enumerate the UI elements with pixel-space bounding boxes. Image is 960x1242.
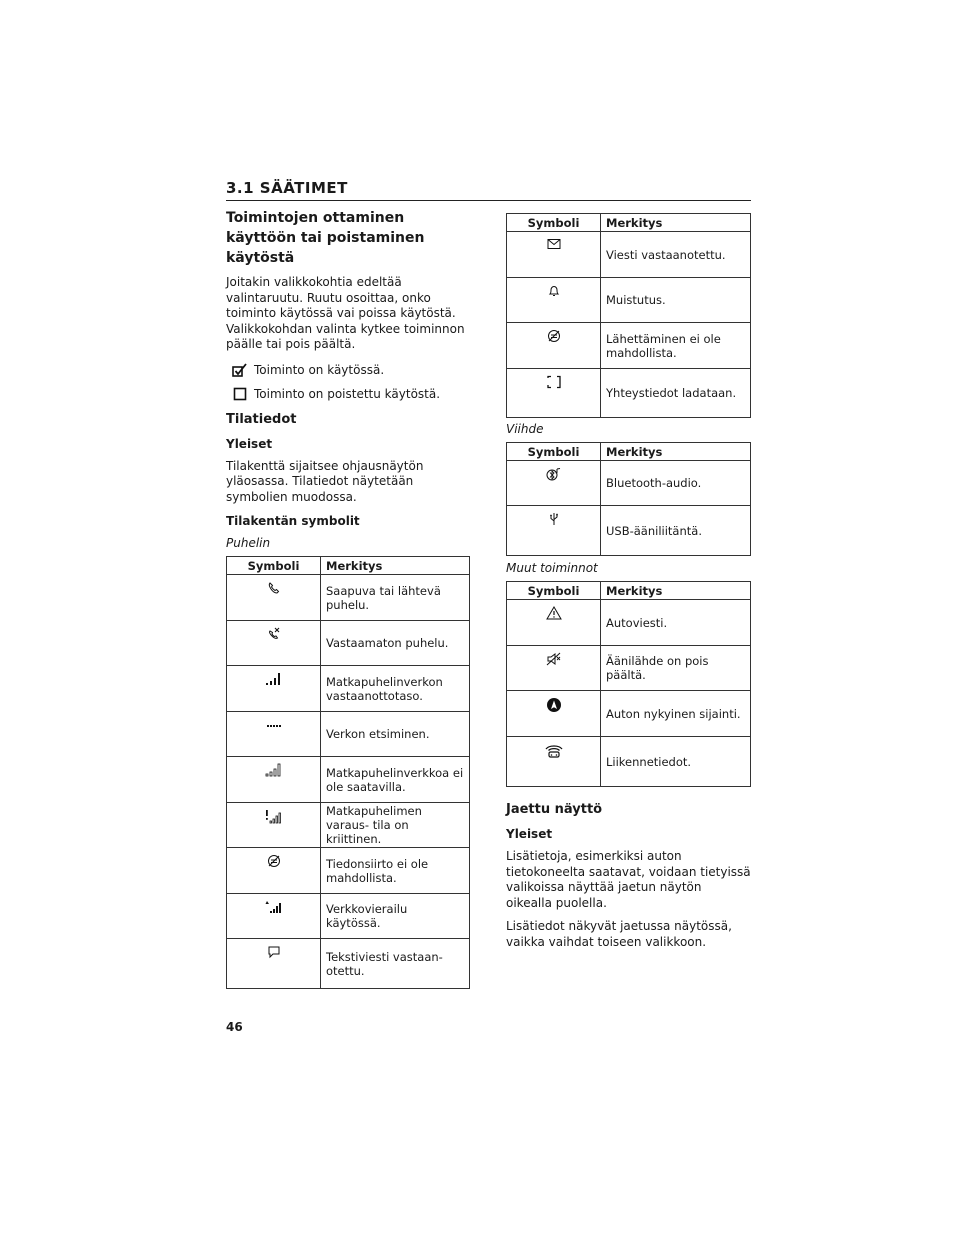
other-symbols-table [506,581,751,787]
page-number: 46 [226,1020,243,1034]
feature-toggle-intro: Joitakin valikkokohtia edeltää valintaruutu. Ruutu osoittaa, onko toiminto käytössä vai poissa käytöstä. Valikkokohdan valinta kytkee toiminnon päälle tai pois päältä. [226,275,465,351]
section-header [226,178,751,201]
disabled-legend [226,385,470,403]
status-heading: Tilatiedot [226,411,297,427]
meaning-cell: Tiedonsiirto ei ole mahdollista. [321,848,470,894]
status-symbols-heading: Tilakentän symbolit [226,514,360,528]
status-general-heading: Yleiset [226,436,273,451]
left-column [226,208,470,989]
meaning-cell: Verkkovierailu käytössä. [321,894,470,939]
current-location-icon [546,702,562,716]
meaning-header: Merkitys [601,582,751,600]
table-row [507,737,751,787]
other-functions-category: Muut toiminnot [506,561,598,575]
table-row [227,666,470,712]
status-text: Tilakenttä sijaitsee ohjausnäytön yläosassa. Tilatiedot näytetään symbolien muodossa. [226,458,424,504]
table-header-row [507,443,751,461]
phone-call-icon [267,584,281,598]
meaning-cell: Matkapuhelinverkon vastaanottotaso. [321,666,470,712]
table-row [507,461,751,506]
contacts-loading-icon [546,378,562,392]
empty-box-icon [226,387,254,401]
meaning-cell: Äänilähde on pois päältä. [601,646,751,691]
bluetooth-audio-icon [546,472,562,486]
meaning-cell: Viesti vastaanotettu. [601,232,751,278]
table-row [507,646,751,691]
meaning-cell: Vastaamaton puhelu. [321,621,470,666]
table-header-row [507,582,751,600]
meaning-cell: Tekstiviesti vastaan- otettu. [321,939,470,989]
data-transfer-unavailable-icon [267,857,281,871]
checked-box-icon [226,363,254,377]
meaning-cell: Liikennetiedot. [601,737,751,787]
enabled-text: Toiminto on käytössä. [254,362,385,377]
meaning-cell: Yhteystiedot ladataan. [601,369,751,418]
reminder-bell-icon [547,287,561,301]
no-network-icon [265,766,283,780]
table-header-row [227,557,470,575]
shared-general-heading: Yleiset [506,827,553,841]
table-row [227,848,470,894]
table-row [227,757,470,803]
meaning-cell: Saapuva tai lähtevä puhelu. [321,575,470,621]
symbol-header: Symboli [507,443,601,461]
table-row [507,506,751,556]
meaning-cell: Verkon etsiminen. [321,712,470,757]
meaning-header: Merkitys [601,214,751,232]
meaning-header: Merkitys [601,443,751,461]
meaning-cell: Auton nykyinen sijainti. [601,691,751,737]
shared-screen-p1: Lisätietoja, esimerkiksi auton tietokoneelta saatavat, voidaan tietyissä valikoissa näyttää jaetun näytön oikealla puolella. [506,849,751,910]
symbol-header: Symboli [227,557,321,575]
meaning-header: Merkitys [321,557,470,575]
table-row [227,894,470,939]
signal-strength-icon [265,675,283,689]
table-row [227,621,470,666]
table-row [507,691,751,737]
table-row [507,323,751,369]
roaming-icon [265,903,283,917]
right-column [506,213,751,958]
table-row [507,278,751,323]
symbol-header: Symboli [507,214,601,232]
battery-critical-icon [265,814,283,828]
meaning-cell: Matkapuhelinverkkoa ei ole saatavilla. [321,757,470,803]
enabled-legend [226,361,470,379]
text-message-icon [267,948,281,962]
vehicle-message-icon [546,609,562,623]
shared-screen-p2: Lisätiedot näkyvät jaetussa näytössä, vaikka vaihdat toiseen valikkoon. [506,919,732,949]
meaning-cell: Autoviesti. [601,600,751,646]
meaning-cell: Matkapuhelimen varaus- tila on kriittinen. [321,803,470,848]
disabled-text: Toiminto on poistettu käytöstä. [254,386,441,401]
symbol-header: Symboli [507,582,601,600]
table-row [507,600,751,646]
shared-screen-heading: Jaettu näyttö [506,802,603,817]
entertainment-symbols-table [506,442,751,556]
phone-category: Puhelin [226,536,271,550]
table-header-row [507,214,751,232]
entertainment-category: Viihde [506,422,544,436]
table-row [507,369,751,418]
meaning-cell: USB-ääniliitäntä. [601,506,751,556]
audio-off-icon [546,655,562,669]
table-row [227,803,470,848]
network-search-icon [266,718,282,732]
feature-toggle-heading: Toimintojen ottaminen käyttöön tai poistaminen käytöstä [226,210,425,266]
meaning-cell: Lähettäminen ei ole mahdollista. [601,323,751,369]
table-row [227,712,470,757]
usb-audio-icon [548,515,560,529]
table-row [227,939,470,989]
traffic-info-icon [544,748,564,762]
section-title: 3.1 SÄÄTIMET [226,179,348,197]
phone-symbols-table [226,556,470,989]
meaning-cell: Bluetooth-audio. [601,461,751,506]
messages-symbols-table [506,213,751,418]
missed-call-icon [267,630,281,644]
table-row [227,575,470,621]
sending-unavailable-icon [547,332,561,346]
table-row [507,232,751,278]
message-received-icon [547,239,561,253]
meaning-cell: Muistutus. [601,278,751,323]
